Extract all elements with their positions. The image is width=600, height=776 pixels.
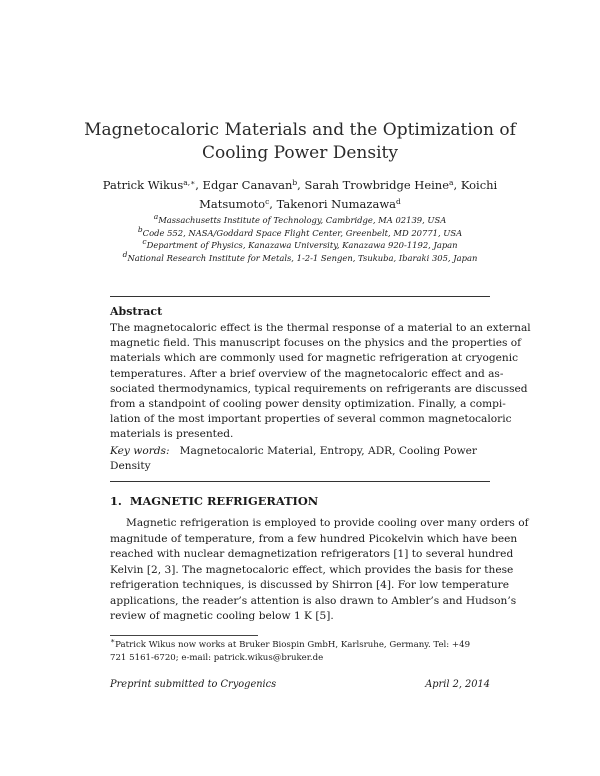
footnote-rule [110,635,258,636]
section-body [110,516,529,625]
footnote-text: Patrick Wikus now works at Bruker Biospin GmbH, Karlsruhe, Germany. Tel: +49 [115,640,471,650]
abstract-heading: Abstract [110,305,163,318]
author-affil-mark: a,∗ [183,178,196,187]
body-line: Kelvin [2, 3]. The magnetocaloric effect, which provides the basis for these [110,563,514,576]
preprint-note: Preprint submitted to Cryogenics [110,679,277,690]
author-line: Patrick Wikus$^{a,∗}$, Edgar Canavan$^b$, Sarah Trowbridge Heine$^a$, Koichi [102,178,498,192]
abstract-line: magnetic field. This manuscript focuses on the physics and the properties of [110,337,522,350]
section-title: MAGNETIC REFRIGERATION [129,494,319,508]
abstract-line: lation of the most important properties of several common magnetocaloric [110,413,512,426]
author-affil-mark: a [449,178,454,187]
affil-text: National Research Institute for Metals, 1-2-1 Sengen, Tsukuba, Ibaraki 305, Japan [127,252,478,263]
title-line: Cooling Power Density [202,143,398,163]
author-affil-mark: c [265,197,270,206]
footnote-line: 721 5161-6720; e-mail: patrick.wikus@bruker.de [110,652,324,663]
affil-text: Code 552, NASA/Goddard Space Flight Center, Greenbelt, MD 20771, USA [142,227,463,238]
keywords [110,444,490,474]
abstract-line: The magnetocaloric effect is the thermal response of a material to an external [110,322,531,334]
author-affil-mark: d [396,197,401,206]
author-list [80,176,520,214]
author-affil-mark: b [292,178,298,187]
footnote [110,636,490,664]
author-name-part: Matsumoto [199,197,266,211]
abstract-bottom-rule [110,481,490,482]
affiliation [80,249,520,265]
author-name-part: Koichi [460,178,498,192]
title-line: Magnetocaloric Materials and the Optimization of [84,120,516,140]
author-line: Matsumoto$^c$, Takenori Numazawa$^d$ [199,197,401,211]
abstract-line: materials is presented. [110,428,234,441]
affil-text: Massachusetts Institute of Technology, Cambridge, MA 02139, USA [158,215,447,225]
abstract-body [110,321,531,443]
keywords-line [110,444,490,459]
author-name: Sarah Trowbridge Heine [304,178,450,192]
footer-date: April 2, 2014 [425,679,490,690]
affil-mark: a [153,212,159,221]
abstract-line: from a standpoint of cooling power density optimization. Finally, a compi- [110,398,506,411]
footnote-line [110,636,490,652]
abstract-line: temperatures. After a brief overview of the magnetocaloric effect and as- [110,367,504,380]
paper-title [60,119,540,165]
affil-mark: b [137,224,143,234]
author-name: Patrick Wikus [102,178,184,192]
body-line: applications, the reader’s attention is also drawn to Ambler’s and Hudson’s [110,594,517,607]
body-line: Magnetic refrigeration is employed to provide cooling over many orders of [126,517,529,529]
body-line: refrigeration techniques, is discussed by Shirron [4]. For low temperature [110,579,509,591]
section-number: 1. [110,494,122,508]
abstract-top-rule [110,296,490,297]
author-name: Takenori Numazawa [276,197,397,211]
abstract-line: sociated thermodynamics, typical requirements on refrigerants are discussed [110,382,528,395]
body-line: review of magnetic cooling below 1 K [5]. [110,610,334,622]
affil-text: Department of Physics, Kanazawa University, Kanazawa 920-1192, Japan [146,240,458,251]
abstract-line: materials which are commonly used for magnetic refrigeration at cryogenic [110,352,519,365]
affiliation [80,239,520,252]
footnote-mark: ∗ [110,636,116,645]
author-name: Edgar Canavan [202,178,293,192]
affiliation [80,214,520,227]
body-line: reached with nuclear demagnetization refrigerators [1] to several hundred [110,548,514,560]
body-line: magnitude of temperature, from a few hundred Picokelvin which have been [110,532,518,545]
affil-mark: d [122,249,128,259]
keywords-label: Key words: [110,445,170,457]
keywords-text: Magnetocaloric Material, Entropy, ADR, Cooling Power [179,445,477,457]
affil-mark: c [142,237,147,247]
section-heading [110,494,318,508]
affiliation-list [80,214,520,264]
keywords-line: Density [110,460,151,473]
